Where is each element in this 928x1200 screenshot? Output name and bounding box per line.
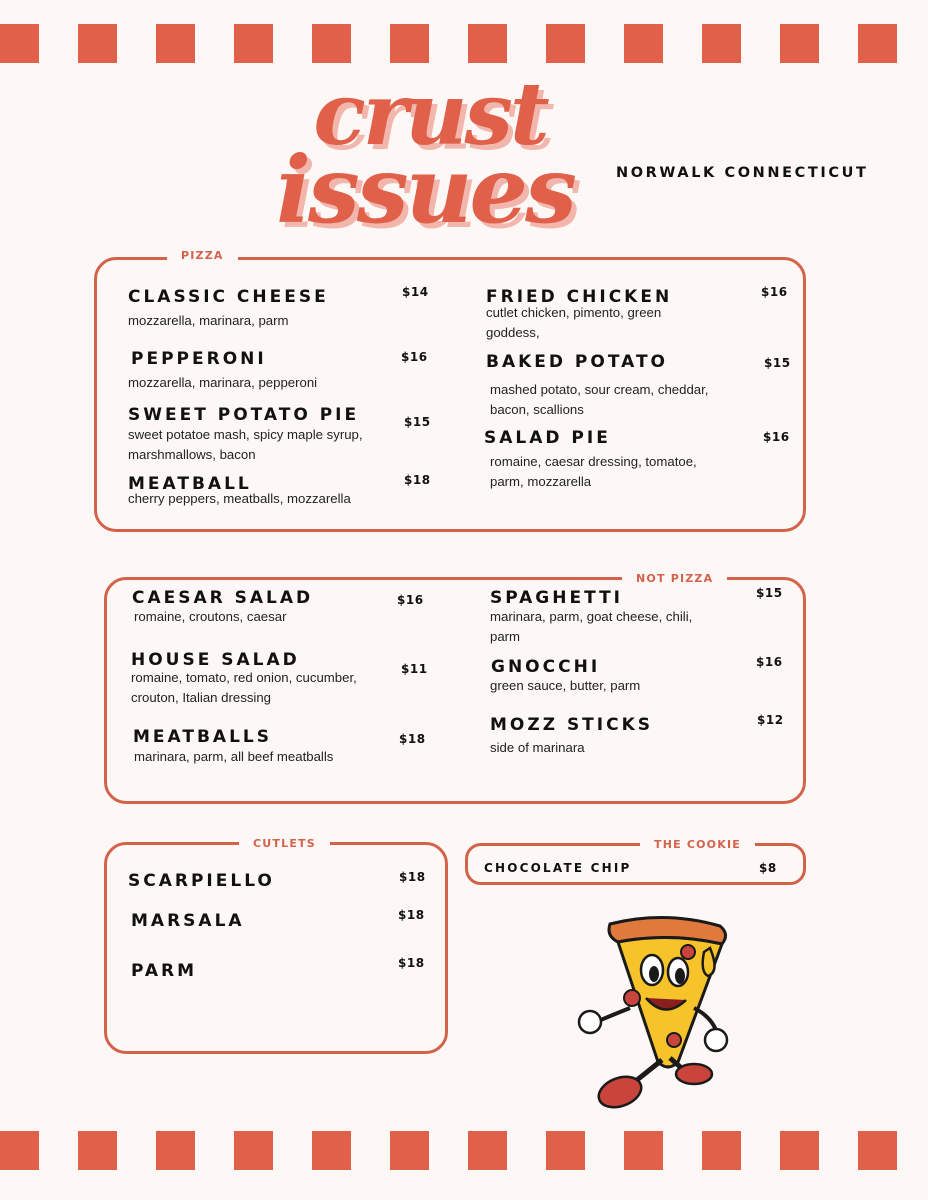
- menu-item-price: $14: [402, 285, 429, 299]
- checker-square: [624, 1131, 663, 1170]
- menu-item-name: MOZZ STICKS: [490, 715, 653, 735]
- checker-square: [156, 24, 195, 63]
- checker-square: [390, 1131, 429, 1170]
- checker-square: [312, 1131, 351, 1170]
- menu-item-price: $16: [401, 350, 428, 364]
- checker-square: [858, 24, 897, 63]
- menu-item-desc: romaine, tomato, red onion, cucumber, crouton, Italian dressing: [131, 670, 357, 705]
- menu-item-desc: mozzarella, marinara, parm: [128, 313, 289, 328]
- checker-square: [156, 1131, 195, 1170]
- checker-square: [234, 24, 273, 63]
- menu-item-name: CLASSIC CHEESE: [128, 287, 329, 307]
- checker-square: [78, 24, 117, 63]
- menu-item-price: $15: [404, 415, 431, 429]
- menu-item-name: SALAD PIE: [484, 428, 611, 448]
- menu-item-name: MEATBALLS: [133, 727, 272, 747]
- brand-logo-line2: issues: [276, 136, 574, 244]
- checker-square: [546, 24, 585, 63]
- menu-item-name: FRIED CHICKEN: [486, 287, 673, 307]
- menu-item-name: PARM: [131, 961, 198, 981]
- menu-item-name: MARSALA: [131, 911, 245, 931]
- menu-item-name: SPAGHETTI: [490, 588, 624, 608]
- not-pizza-section-label: NOT PIZZA: [622, 572, 727, 585]
- checker-square: [234, 1131, 273, 1170]
- checker-square: [858, 1131, 897, 1170]
- menu-item-desc: marinara, parm, all beef meatballs: [134, 749, 334, 764]
- pizza-section-label: PIZZA: [167, 249, 238, 262]
- menu-item-desc: green sauce, butter, parm: [490, 678, 641, 693]
- menu-item-price: $18: [398, 956, 425, 970]
- menu-item-price: $18: [399, 732, 426, 746]
- menu-item-price: $18: [404, 473, 431, 487]
- brand-logo-line1: crust: [313, 64, 547, 165]
- checker-square: [702, 24, 741, 63]
- checker-square: [78, 1131, 117, 1170]
- menu-item-price: $18: [398, 908, 425, 922]
- menu-item-name: BAKED POTATO: [486, 352, 669, 372]
- checker-square: [0, 1131, 39, 1170]
- checker-band-bottom: [0, 1131, 928, 1170]
- cookie-section-label: THE COOKIE: [640, 838, 755, 851]
- checker-square: [780, 1131, 819, 1170]
- pizza-slice-mascot-icon: [570, 912, 740, 1122]
- menu-item-name: GNOCCHI: [491, 657, 601, 677]
- menu-item-desc: sweet potatoe mash, spicy maple syrup, marshmallows, bacon: [128, 427, 363, 462]
- checker-square: [468, 24, 507, 63]
- menu-item-price: $16: [397, 593, 424, 607]
- menu-item-desc: mashed potato, sour cream, cheddar, bacon, scallions: [490, 382, 709, 417]
- checker-square: [702, 1131, 741, 1170]
- menu-item-price: $16: [756, 655, 783, 669]
- menu-item-name: CAESAR SALAD: [132, 588, 314, 608]
- menu-item-desc: mozzarella, marinara, pepperoni: [128, 375, 318, 390]
- menu-item-price: $12: [757, 713, 784, 727]
- menu-item-desc: cutlet chicken, pimento, green goddess,: [486, 305, 662, 340]
- menu-item-price: $11: [401, 662, 428, 676]
- checker-square: [468, 1131, 507, 1170]
- menu-item-name: SCARPIELLO: [128, 871, 275, 891]
- checker-square: [624, 24, 663, 63]
- menu-item-name: MEATBALL: [128, 474, 252, 494]
- checker-band-top: [0, 24, 928, 63]
- menu-item-price: $18: [399, 870, 426, 884]
- menu-item-desc: side of marinara: [490, 740, 585, 755]
- menu-item-name: CHOCOLATE CHIP: [484, 861, 632, 875]
- menu-item-price: $15: [756, 586, 783, 600]
- menu-item-name: SWEET POTATO PIE: [128, 405, 360, 425]
- menu-item-desc: romaine, croutons, caesar: [134, 609, 287, 624]
- menu-item-desc: marinara, parm, goat cheese, chili, parm: [490, 609, 693, 644]
- menu-item-desc: cherry peppers, meatballs, mozzarella: [128, 491, 351, 506]
- checker-square: [390, 24, 429, 63]
- checker-square: [546, 1131, 585, 1170]
- menu-item-name: HOUSE SALAD: [131, 650, 300, 670]
- checker-square: [312, 24, 351, 63]
- location-text: NORWALK CONNECTICUT: [616, 165, 869, 181]
- brand-logo: [265, 64, 585, 247]
- menu-item-name: PEPPERONI: [131, 349, 267, 369]
- cutlets-section-label: CUTLETS: [239, 837, 330, 850]
- checker-square: [780, 24, 819, 63]
- menu-item-price: $8: [759, 861, 777, 875]
- menu-item-desc: romaine, caesar dressing, tomatoe, parm, mozzarella: [490, 454, 697, 489]
- menu-item-price: $16: [761, 285, 788, 299]
- menu-item-price: $15: [764, 356, 791, 370]
- checker-square: [0, 24, 39, 63]
- menu-item-price: $16: [763, 430, 790, 444]
